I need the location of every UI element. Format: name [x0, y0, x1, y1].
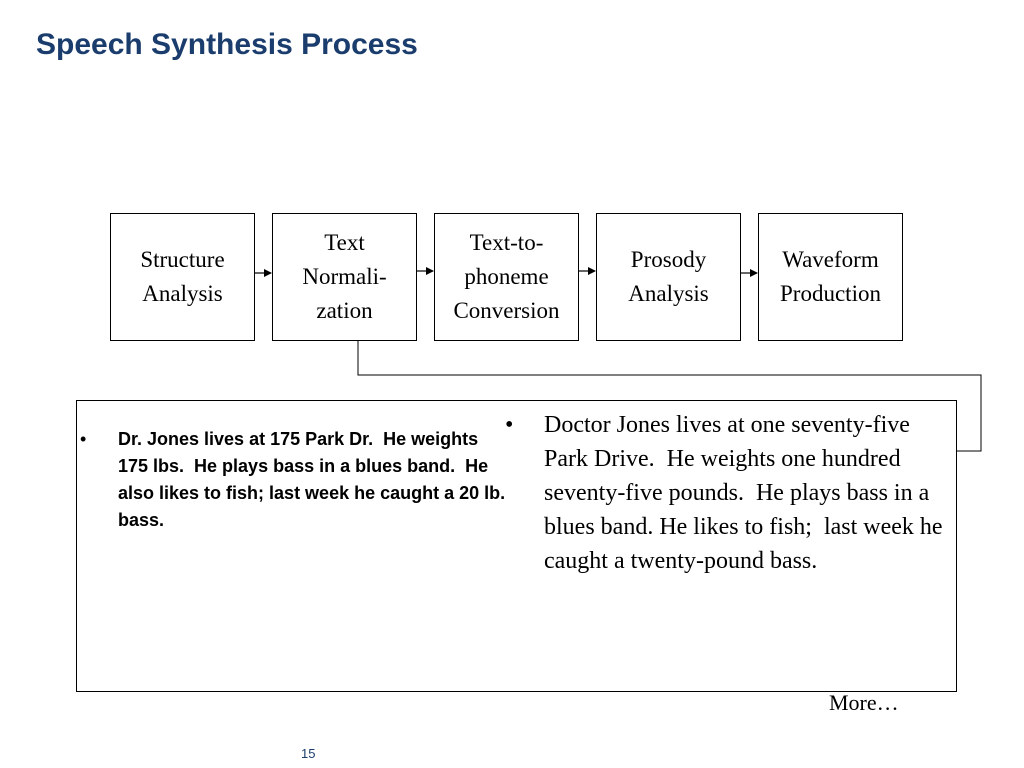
bullet-icon: • [505, 412, 514, 438]
step-label: Text Normali- zation [302, 230, 387, 323]
output-text: Doctor Jones lives at one seventy-five Park Drive. He weights one hundred seventy-five pounds. He plays bass in a blues band. He likes to fish; last week he caught a twenty-pound bass. [544, 412, 949, 574]
step-label: Structure Analysis [140, 247, 225, 306]
step-text-to-phoneme [434, 213, 579, 341]
slide-title: Speech Synthesis Process [36, 28, 418, 61]
input-text: Dr. Jones lives at 175 Park Dr. He weights 175 lbs. He plays bass in a blues band. He also likes to fish; last week he caught a 20 lb. bass. [118, 429, 511, 530]
output-text-item [505, 408, 955, 578]
input-text-item [80, 426, 510, 534]
step-text-normalization [272, 213, 417, 341]
step-prosody-analysis [596, 213, 741, 341]
bullet-icon: • [80, 429, 87, 449]
step-structure-analysis [110, 213, 255, 341]
more-link[interactable]: More… [829, 690, 899, 715]
step-label: Text-to- phoneme Conversion [453, 230, 560, 323]
page-number: 15 [301, 746, 316, 761]
step-waveform-production [758, 213, 903, 341]
step-label: Prosody Analysis [628, 247, 709, 306]
step-label: Waveform Production [780, 247, 881, 306]
